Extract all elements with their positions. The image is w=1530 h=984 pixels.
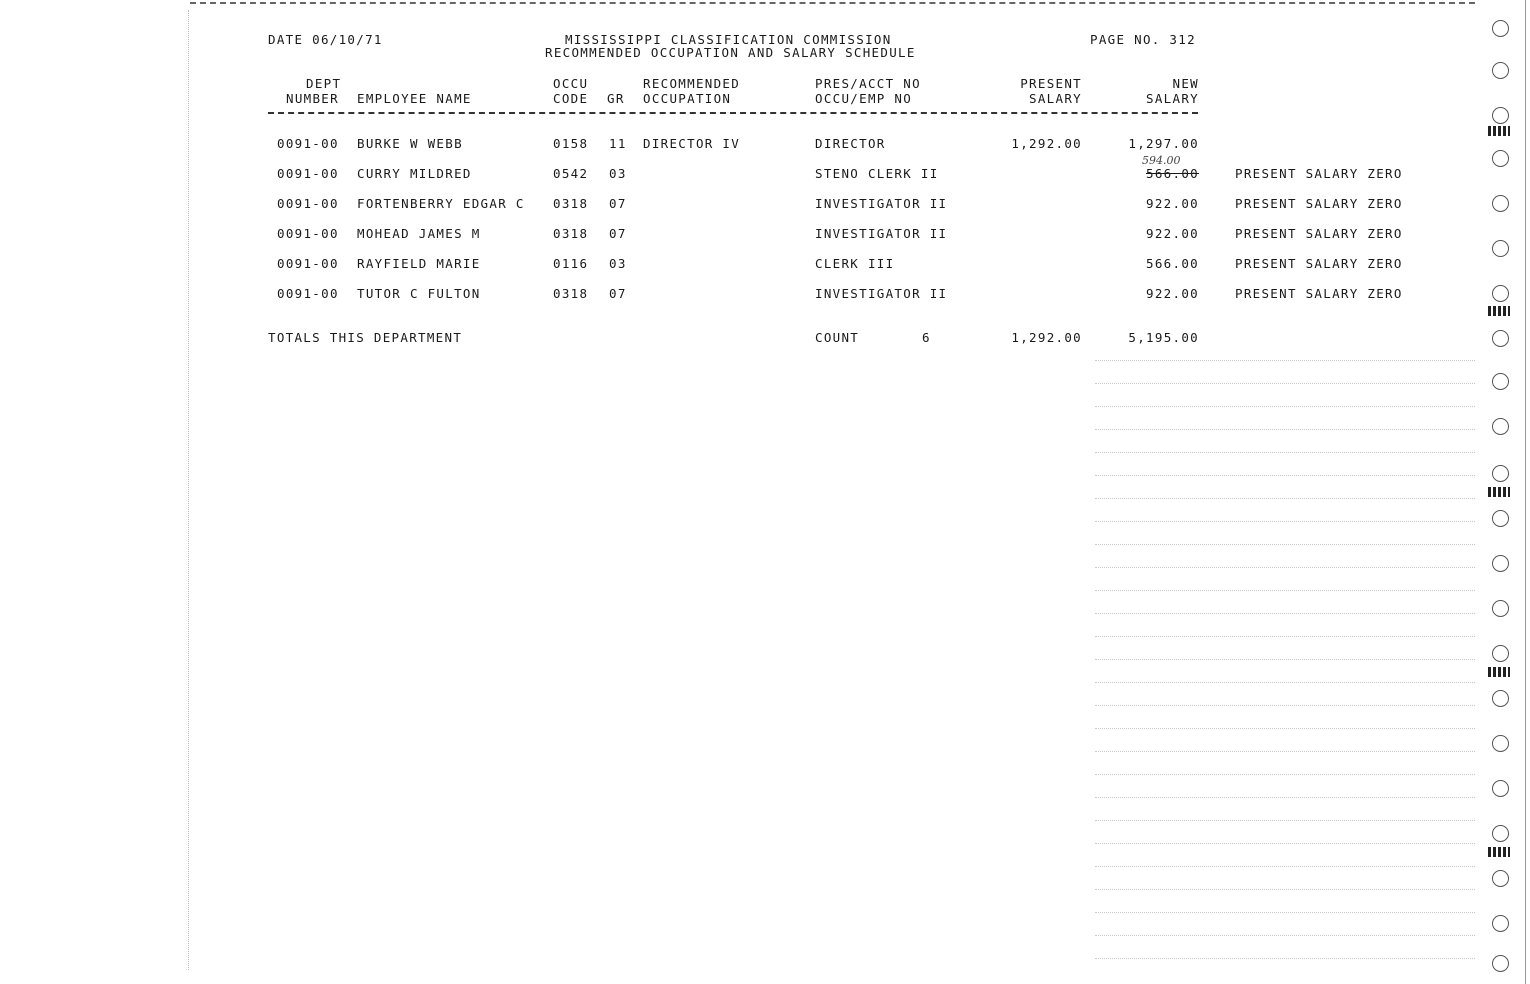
col-pres-acct-line1: PRES/ACCT NO xyxy=(815,76,921,91)
tractor-feed-hole xyxy=(1492,285,1509,302)
print-noise-line xyxy=(1095,544,1475,545)
print-noise-line xyxy=(1095,636,1475,637)
handwritten-correction: 594.00 xyxy=(1142,154,1181,167)
totals-label: TOTALS THIS DEPARTMENT xyxy=(268,330,463,345)
col-occu-line2: CODE xyxy=(553,91,589,106)
cell-note: PRESENT SALARY ZERO xyxy=(1235,196,1403,211)
cell-grade: 07 xyxy=(609,196,627,211)
col-recommended-line2: OCCUPATION xyxy=(643,91,732,106)
report-title: MISSISSIPPI CLASSIFICATION COMMISSION xyxy=(565,32,892,47)
print-noise-line xyxy=(1095,498,1475,499)
tractor-feed-hole xyxy=(1492,418,1509,435)
print-noise-line xyxy=(1095,820,1475,821)
totals-present-salary: 1,292.00 xyxy=(1011,330,1082,345)
print-noise-line xyxy=(1095,360,1475,361)
cell-dept: 0091-00 xyxy=(277,166,339,181)
totals-count: 6 xyxy=(922,330,931,345)
print-noise-line xyxy=(1095,567,1475,568)
cell-dept: 0091-00 xyxy=(277,196,339,211)
tractor-feed-hole xyxy=(1492,107,1509,124)
tractor-feed-hole xyxy=(1492,915,1509,932)
feed-barcode-mark xyxy=(1488,847,1510,857)
print-noise-line xyxy=(1095,751,1475,752)
totals-count-label: COUNT xyxy=(815,330,860,345)
tractor-feed-hole xyxy=(1492,62,1509,79)
cell-name: BURKE W WEBB xyxy=(357,136,463,151)
cell-grade: 07 xyxy=(609,286,627,301)
feed-barcode-mark xyxy=(1488,306,1510,316)
cell-new-salary: 922.00 xyxy=(1146,196,1199,211)
cell-note: PRESENT SALARY ZERO xyxy=(1235,226,1403,241)
report-date: DATE 06/10/71 xyxy=(268,32,383,47)
tractor-feed-hole xyxy=(1492,150,1509,167)
print-noise-line xyxy=(1095,682,1475,683)
print-noise-line xyxy=(1095,521,1475,522)
cell-code: 0116 xyxy=(553,256,589,271)
cell-pres-occu: INVESTIGATOR II xyxy=(815,286,948,301)
cell-new-salary: 566.00 xyxy=(1146,166,1199,181)
page-number: PAGE NO. 312 xyxy=(1090,32,1196,47)
col-dept-line1: DEPT xyxy=(306,76,342,91)
col-dept-line2: NUMBER xyxy=(286,91,339,106)
totals-new-salary: 5,195.00 xyxy=(1128,330,1199,345)
feed-barcode-mark xyxy=(1488,667,1510,677)
tractor-feed-hole xyxy=(1492,825,1509,842)
col-grade: GR xyxy=(607,91,625,106)
tractor-feed-hole xyxy=(1492,690,1509,707)
page-right-edge xyxy=(1525,0,1526,984)
cell-grade: 03 xyxy=(609,256,627,271)
cell-new-salary: 922.00 xyxy=(1146,286,1199,301)
cell-pres-occu: CLERK III xyxy=(815,256,895,271)
cell-name: TUTOR C FULTON xyxy=(357,286,481,301)
cell-grade: 11 xyxy=(609,136,627,151)
cell-code: 0318 xyxy=(553,196,589,211)
cell-dept: 0091-00 xyxy=(277,286,339,301)
print-noise-line xyxy=(1095,797,1475,798)
col-new-line1: NEW xyxy=(1172,76,1199,91)
cell-name: MOHEAD JAMES M xyxy=(357,226,481,241)
tractor-feed-hole xyxy=(1492,955,1509,972)
print-noise-line xyxy=(1095,590,1475,591)
print-noise-line xyxy=(1095,774,1475,775)
cell-code: 0158 xyxy=(553,136,589,151)
print-noise-line xyxy=(1095,659,1475,660)
cell-note: PRESENT SALARY ZERO xyxy=(1235,286,1403,301)
col-present-line1: PRESENT xyxy=(1020,76,1082,91)
page-left-edge xyxy=(188,10,189,970)
print-noise-line xyxy=(1095,383,1475,384)
tear-edge xyxy=(190,2,1475,4)
cell-name: RAYFIELD MARIE xyxy=(357,256,481,271)
tractor-feed-hole xyxy=(1492,20,1509,37)
tractor-feed-hole xyxy=(1492,510,1509,527)
print-noise-line xyxy=(1095,705,1475,706)
tractor-feed-hole xyxy=(1492,373,1509,390)
col-employee-name: EMPLOYEE NAME xyxy=(357,91,472,106)
cell-code: 0318 xyxy=(553,286,589,301)
cell-name: CURRY MILDRED xyxy=(357,166,472,181)
print-noise-line xyxy=(1095,429,1475,430)
tractor-feed-hole xyxy=(1492,240,1509,257)
print-noise-line xyxy=(1095,406,1475,407)
cell-pres-occu: STENO CLERK II xyxy=(815,166,939,181)
cell-pres-occu: INVESTIGATOR II xyxy=(815,196,948,211)
tractor-feed-hole xyxy=(1492,195,1509,212)
print-noise-line xyxy=(1095,452,1475,453)
cell-code: 0318 xyxy=(553,226,589,241)
cell-recommended: DIRECTOR IV xyxy=(643,136,741,151)
col-pres-acct-line2: OCCU/EMP NO xyxy=(815,91,913,106)
cell-dept: 0091-00 xyxy=(277,136,339,151)
tractor-feed-hole xyxy=(1492,645,1509,662)
col-recommended-line1: RECOMMENDED xyxy=(643,76,741,91)
feed-barcode-mark xyxy=(1488,126,1510,136)
cell-pres-occu: INVESTIGATOR II xyxy=(815,226,948,241)
cell-name: FORTENBERRY EDGAR C xyxy=(357,196,525,211)
header-separator xyxy=(268,112,1198,114)
cell-dept: 0091-00 xyxy=(277,226,339,241)
tractor-feed-hole xyxy=(1492,735,1509,752)
tractor-feed-hole xyxy=(1492,870,1509,887)
print-noise-line xyxy=(1095,889,1475,890)
print-noise-line xyxy=(1095,843,1475,844)
cell-note: PRESENT SALARY ZERO xyxy=(1235,256,1403,271)
cell-present-salary: 1,292.00 xyxy=(1011,136,1082,151)
tractor-feed-hole xyxy=(1492,600,1509,617)
print-noise-line xyxy=(1095,475,1475,476)
cell-new-salary: 922.00 xyxy=(1146,226,1199,241)
feed-barcode-mark xyxy=(1488,487,1510,497)
col-present-line2: SALARY xyxy=(1029,91,1082,106)
cell-grade: 03 xyxy=(609,166,627,181)
print-noise-line xyxy=(1095,935,1475,936)
tractor-feed-hole xyxy=(1492,465,1509,482)
tractor-feed-hole xyxy=(1492,330,1509,347)
print-noise-line xyxy=(1095,728,1475,729)
print-noise-line xyxy=(1095,866,1475,867)
print-noise-line xyxy=(1095,958,1475,959)
print-noise-line xyxy=(1095,912,1475,913)
cell-pres-occu: DIRECTOR xyxy=(815,136,886,151)
report-subtitle: RECOMMENDED OCCUPATION AND SALARY SCHEDULE xyxy=(545,45,916,60)
cell-note: PRESENT SALARY ZERO xyxy=(1235,166,1403,181)
col-new-line2: SALARY xyxy=(1146,91,1199,106)
col-occu-line1: OCCU xyxy=(553,76,589,91)
cell-grade: 07 xyxy=(609,226,627,241)
cell-new-salary: 1,297.00 xyxy=(1128,136,1199,151)
cell-dept: 0091-00 xyxy=(277,256,339,271)
cell-new-salary: 566.00 xyxy=(1146,256,1199,271)
print-noise-line xyxy=(1095,613,1475,614)
tractor-feed-hole xyxy=(1492,780,1509,797)
tractor-feed-hole xyxy=(1492,555,1509,572)
cell-code: 0542 xyxy=(553,166,589,181)
